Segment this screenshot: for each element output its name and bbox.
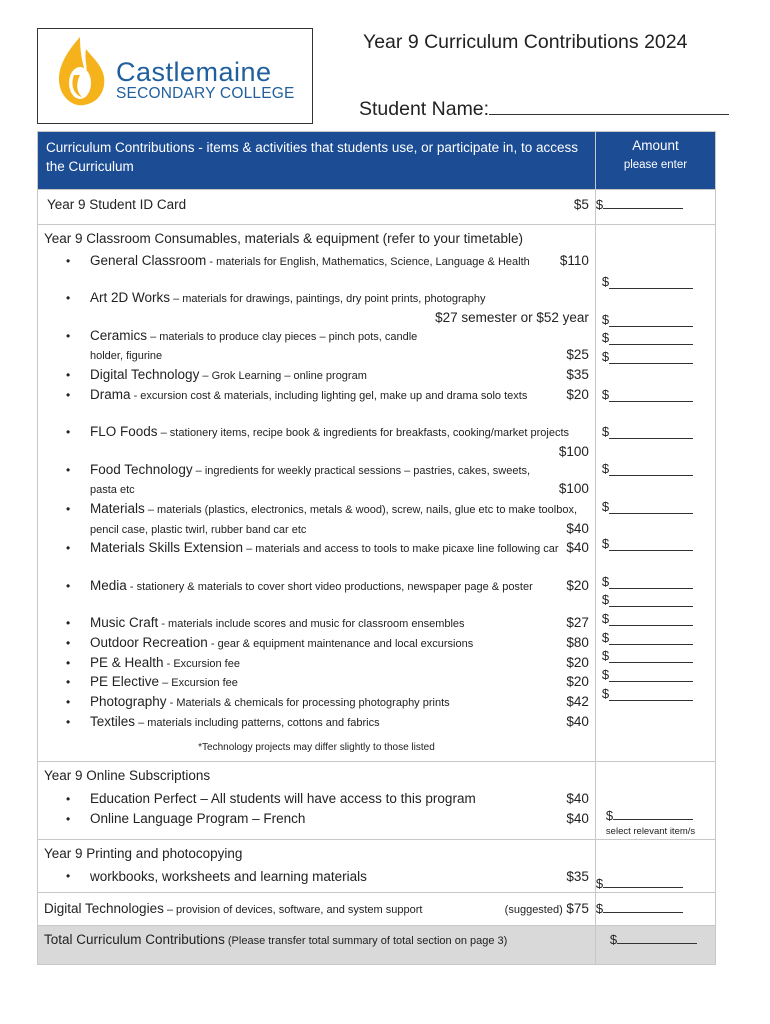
list-item [38, 809, 595, 829]
item-amount[interactable]: $ [602, 514, 715, 551]
amount-blank[interactable] [617, 932, 697, 944]
item-price: $40 [566, 713, 589, 729]
item-separator: – [170, 293, 183, 306]
item-name: Textiles [90, 713, 136, 729]
amount-blank[interactable] [609, 390, 693, 402]
item-amount[interactable]: $ [602, 645, 715, 664]
list-item [38, 869, 595, 884]
total-note: (Please transfer total summary of total section on page 3) [224, 935, 508, 948]
amount-blank[interactable] [609, 577, 693, 589]
item-separator: – [135, 716, 148, 729]
student-name-label: Student Name: [359, 98, 490, 120]
online-price: $40 [566, 791, 589, 807]
item-amount[interactable]: $ [602, 663, 715, 682]
online-item: Education Perfect – All students will have access to this program [90, 791, 476, 807]
item-detail: Materials & chemicals for processing photography prints [176, 697, 450, 710]
item-separator: - [158, 618, 169, 631]
item-price: $35 [566, 367, 589, 383]
amount-blank[interactable] [609, 614, 693, 626]
item-price: $40 [566, 520, 589, 536]
item-separator: – [243, 543, 256, 556]
list-item [38, 500, 595, 539]
amount-blank[interactable] [609, 670, 693, 682]
item-amount[interactable]: $ [602, 252, 715, 289]
item-name: Photography [90, 694, 167, 710]
amount-blank[interactable] [609, 464, 693, 476]
item-detail: materials to produce clay pieces – pinch pots, candle holder, figurine [90, 330, 418, 363]
amount-blank[interactable] [609, 539, 693, 551]
item-amount[interactable]: $ [602, 607, 715, 626]
list-item [38, 693, 595, 713]
header-amount [595, 132, 715, 190]
digital-detail: – provision of devices, software, and system support [163, 904, 423, 917]
printing-list [38, 869, 595, 884]
item-name: Materials Skills Extension [90, 540, 244, 556]
amount-blank[interactable] [603, 876, 683, 888]
list-item [38, 539, 595, 576]
amount-blank[interactable] [603, 197, 683, 209]
item-amount[interactable]: $ [602, 476, 715, 513]
consumables-row [38, 225, 716, 762]
item-separator: – [144, 504, 157, 517]
digital-row [38, 893, 716, 926]
amount-blank[interactable] [609, 333, 693, 345]
item-name: Digital Technology [90, 367, 200, 383]
logo-subtitle: SECONDARY COLLEGE [116, 85, 295, 102]
consumables-amounts [595, 225, 715, 762]
amount-blank[interactable] [609, 277, 693, 289]
item-detail: materials include scores and music for classroom ensembles [168, 618, 465, 631]
online-row [38, 762, 716, 840]
item-name: Outdoor Recreation [90, 634, 208, 650]
item-amount[interactable]: $ [602, 589, 715, 608]
item-amount[interactable]: $ [602, 402, 715, 439]
list-item [38, 461, 595, 500]
amount-blank[interactable] [609, 633, 693, 645]
id-card-amount[interactable]: $ [595, 190, 715, 225]
flame-logo-icon [50, 35, 112, 109]
item-name: Art 2D Works [90, 290, 171, 306]
item-separator: - [163, 657, 174, 670]
digital-price: $75 [566, 901, 589, 917]
item-amount[interactable]: $ [602, 682, 715, 701]
item-price: $20 [566, 674, 589, 690]
item-price: $20 [566, 386, 589, 402]
amount-blank[interactable] [609, 352, 693, 364]
item-detail: stationery & materials to cover short video productions, newspaper page & poster [136, 580, 533, 593]
printing-amount[interactable]: $ [595, 840, 715, 893]
amount-blank[interactable] [609, 595, 693, 607]
item-name: Ceramics [90, 327, 148, 343]
item-amount[interactable]: $ [602, 439, 715, 476]
item-detail: materials and access to tools to make picaxe line following car [255, 543, 559, 556]
item-amount[interactable]: $ [602, 551, 715, 588]
item-name: Food Technology [90, 461, 193, 477]
item-price: $40 [566, 540, 589, 556]
item-name: Drama [90, 386, 131, 402]
item-separator: - [206, 256, 217, 268]
id-card-row [38, 190, 716, 225]
amount-blank[interactable] [609, 427, 693, 439]
item-price: $20 [566, 654, 589, 670]
item-detail: excursion cost & materials, including lighting gel, make up and drama solo texts [140, 389, 528, 402]
online-item: Online Language Program – French [90, 811, 306, 827]
item-amount[interactable]: $ [602, 327, 715, 346]
item-amount[interactable]: $ [602, 626, 715, 645]
item-amount[interactable]: $ [602, 364, 715, 401]
item-amount[interactable]: $ [602, 345, 715, 364]
id-card-label: Year 9 Student ID Card [47, 197, 187, 212]
item-detail: materials (plastics, electronics, metals & wood), screw, nails, glue etc to make toolbox, pencil case, plastic twirl, rubber band car etc [90, 504, 578, 536]
item-name: General Classroom [90, 253, 207, 268]
printing-row [38, 840, 716, 893]
header-description: Curriculum Contributions - items & activities that students use, or participate in, to access the Curriculum [38, 132, 596, 190]
list-item [38, 252, 595, 289]
item-separator: – [192, 464, 205, 477]
logo-name: Castlemaine [116, 57, 272, 87]
item-separator: - [126, 580, 137, 593]
printing-price: $35 [566, 869, 589, 885]
amount-blank[interactable] [609, 689, 693, 701]
amount-blank[interactable] [609, 651, 693, 663]
digital-suggested: (suggested) [504, 904, 563, 917]
item-separator: – [199, 370, 212, 383]
item-separator: - [130, 389, 141, 402]
online-list [38, 789, 595, 829]
list-item [38, 423, 595, 460]
list-item [38, 789, 595, 809]
page-title: Year 9 Curriculum Contributions 2024 [363, 31, 688, 53]
online-heading: Year 9 Online Subscriptions [44, 768, 211, 784]
item-price: $100 [558, 481, 589, 497]
digital-amount[interactable]: $ [595, 893, 715, 926]
online-amount[interactable]: $ [606, 808, 715, 823]
online-amount-note: select relevant item/s [605, 826, 696, 838]
item-detail: gear & equipment maintenance and local excursions [217, 637, 474, 650]
consumables-list [38, 252, 595, 732]
amount-blank[interactable] [613, 808, 693, 820]
item-price: $27 [566, 615, 589, 631]
list-item [38, 634, 595, 654]
item-detail: stationery items, recipe book & ingredients for breakfasts, cooking/market projects [169, 427, 570, 440]
item-separator: – [159, 677, 172, 690]
item-separator: - [207, 637, 218, 650]
item-price: $25 [566, 347, 589, 363]
item-detail: materials for English, Mathematics, Science, Language & Health [216, 256, 530, 268]
item-separator: – [147, 330, 160, 343]
header-amount-sub: please enter [623, 159, 688, 171]
amount-blank[interactable] [603, 901, 683, 913]
total-amount[interactable]: $ [595, 926, 715, 965]
list-item [38, 386, 595, 423]
item-detail: Excursion fee [171, 677, 238, 690]
total-row [38, 926, 716, 965]
id-card-price: $5 [573, 197, 589, 212]
amount-blank[interactable] [609, 502, 693, 514]
list-item [38, 327, 595, 366]
student-name-input-line[interactable] [489, 96, 729, 115]
item-price: $20 [566, 577, 589, 593]
item-name: Media [90, 577, 127, 593]
printing-item: workbooks, worksheets and learning materials [90, 869, 367, 885]
printing-heading: Year 9 Printing and photocopying [44, 846, 243, 862]
header-amount-label: Amount [632, 138, 679, 153]
item-name: PE & Health [90, 654, 164, 670]
digital-name: Digital Technologies [44, 901, 164, 917]
college-logo [37, 28, 313, 124]
item-price: $27 semester or $52 year [435, 310, 589, 326]
online-price: $40 [566, 811, 589, 827]
item-price: $100 [558, 443, 589, 459]
item-detail: materials for drawings, paintings, dry point prints, photography [182, 293, 486, 306]
list-item [38, 289, 595, 326]
item-detail: ingredients for weekly practical sessions – pastries, cakes, sweets, pasta etc [90, 464, 531, 497]
item-detail: Excursion fee [173, 657, 240, 670]
table-header [38, 132, 716, 190]
item-price: $42 [566, 694, 589, 710]
list-item [38, 654, 595, 674]
total-label: Total Curriculum Contributions [44, 932, 225, 948]
list-item [38, 577, 595, 614]
item-name: FLO Foods [90, 424, 158, 440]
list-item [38, 713, 595, 733]
item-price: $110 [559, 253, 589, 268]
contributions-table [37, 131, 716, 965]
list-item [38, 614, 595, 634]
list-item [38, 673, 595, 693]
item-name: Materials [90, 501, 145, 517]
item-separator: - [166, 697, 177, 710]
item-name: Music Craft [90, 615, 159, 631]
item-price: $80 [566, 634, 589, 650]
amount-blank[interactable] [609, 315, 693, 327]
consumables-heading: Year 9 Classroom Consumables, materials & equipment (refer to your timetable) [44, 231, 523, 246]
item-detail: Grok Learning – online program [211, 370, 367, 383]
item-separator: – [157, 427, 170, 440]
item-name: PE Elective [90, 674, 160, 690]
student-name-field[interactable] [359, 96, 729, 121]
technology-note: *Technology projects may differ slightly to those listed [198, 742, 435, 754]
list-item [38, 366, 595, 386]
item-detail: materials including patterns, cottons and fabrics [147, 716, 380, 729]
item-amount[interactable]: $ [602, 289, 715, 326]
